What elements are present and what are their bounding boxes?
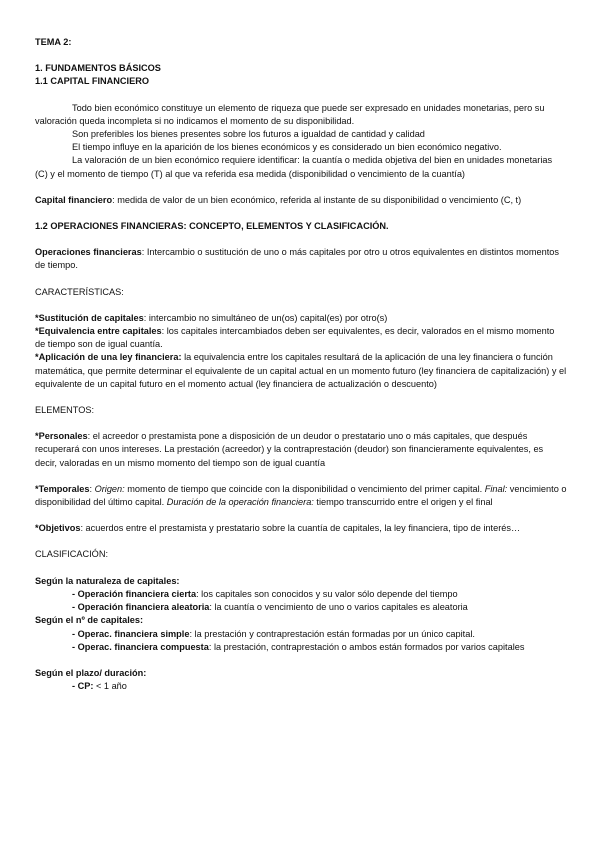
intro-paragraph-4: La valoración de un bien económico requiere identificar: la cuantía o medida objetiva del bien en unidades monetarias (C) y el momento de tiempo (T) al que va referida esa medida (disponibilidad o vencimiento de la cuantía) — [35, 155, 553, 179]
elemento-temporales: *Temporales: Origen: momento de tiempo que coincide con la disponibilidad o vencimiento del primer capital. Final: vencimiento o disponibilidad del último capital. Duración de la operación financiera: tiempo transcurrido entre el origen y el final — [35, 483, 567, 508]
operaciones-term: Operaciones financieras — [35, 247, 142, 258]
capital-term: Capital financiero — [35, 194, 113, 205]
section-heading-1-2: 1.2 OPERACIONES FINANCIERAS: CONCEPTO, ELEMENTOS Y CLASIFICACIÓN. — [35, 221, 389, 232]
operaciones-definition — [35, 246, 567, 272]
personales-text: : el acreedor o prestamista pone a disposición de un deudor o prestatario uno o más capitales, que después recuperará con unos intereses. La prestación (acreedor) y la contraprestación (deudor) son financieramente equivalentes, es decir, valoradas en un mismo momento del tiempo son de igual cuantía — [35, 431, 544, 468]
temporales-term: *Temporales — [35, 483, 90, 494]
naturaleza-title: Según la naturaleza de capitales: — [35, 575, 180, 586]
numero-title: Según el nº de capitales: — [35, 615, 144, 626]
caracteristica-item — [35, 312, 567, 325]
list-item: - Operación financiera cierta: los capitales son conocidos y su valor sólo depende del tiempo — [72, 588, 458, 599]
caracteristica-text: : los capitales intercambiados deben ser equivalentes, es decir, valorados en el mismo momento de tiempo son de igual cuantía. — [35, 326, 555, 350]
elementos-title: ELEMENTOS: — [35, 405, 95, 416]
list-item: - Operación financiera aleatoria: la cuantía o vencimiento de uno o varios capitales es aleatoria — [72, 602, 468, 613]
final-label: Final: — [484, 483, 508, 494]
plazo-title: Según el plazo/ duración: — [35, 667, 147, 678]
caracteristica-text: la equivalencia entre los capitales resultará de la aplicación de una ley financiera o función matemática, que permite determinar el equivalente de un capital actual en un momento futuro (ley financiera de capitalización) y el equivalente de un capital futuro en el momento actual (ley financiera de actualización o descuento) — [35, 352, 567, 389]
objetivos-term: *Objetivos — [35, 523, 81, 534]
intro-paragraph-1: Todo bien económico constituye un elemento de riqueza que puede ser expresado en unidades monetarias, pero su valoración queda incompleta si no indicamos el momento de su disponibilidad. — [35, 102, 545, 126]
document-page — [35, 36, 567, 693]
list-item: - Operac. financiera simple: la prestación y contraprestación están formadas por un único capital. — [72, 628, 475, 639]
capital-text: : medida de valor de un bien económico, referida al instante de su disponibilidad o vencimiento (C, t) — [112, 194, 522, 205]
section-heading-1-1: 1.1 CAPITAL FINANCIERO — [35, 76, 150, 87]
origen-label: Origen: — [94, 483, 125, 494]
intro-paragraph-3: El tiempo influye en la aparición de los bienes económicos y es considerado un bien económico negativo. — [72, 142, 502, 153]
list-item: - CP: < 1 año — [72, 681, 127, 692]
operaciones-text: : Intercambio o sustitución de uno o más capitales por otro u otros equivalentes en distintos momentos de tiempo. — [35, 247, 559, 271]
objetivos-text: : acuerdos entre el prestamista y prestatario sobre la cuantía de capitales, la ley financiera, tipo de interés… — [80, 523, 521, 534]
elemento-objetivos — [35, 522, 567, 535]
section-heading-1: 1. FUNDAMENTOS BÁSICOS — [35, 63, 161, 74]
caracteristica-item — [35, 325, 567, 351]
intro-paragraph-2: Son preferibles los bienes presentes sobre los futuros a igualdad de cantidad y calidad — [72, 129, 425, 140]
caracteristica-text: : intercambio no simultáneo de un(os) capital(es) por otro(s) — [143, 312, 388, 323]
tema-title: TEMA 2: — [35, 37, 72, 47]
duracion-label: Duración de la operación financiera: — [166, 497, 314, 508]
caracteristica-term: *Sustitución de capitales — [35, 312, 144, 323]
capital-definition — [35, 194, 567, 207]
clasificacion-title: CLASIFICACIÓN: — [35, 549, 109, 560]
caracteristica-term: *Aplicación de una ley financiera: — [35, 352, 182, 363]
caracteristica-term: *Equivalencia entre capitales — [35, 326, 162, 337]
caracteristica-item — [35, 351, 567, 391]
elemento-personales — [35, 430, 567, 470]
caracteristicas-title: CARACTERÍSTICAS: — [35, 286, 124, 297]
personales-term: *Personales — [35, 431, 88, 442]
list-item: - Operac. financiera compuesta: la prestación, contraprestación o ambos están formados por varios capitales — [72, 641, 525, 652]
